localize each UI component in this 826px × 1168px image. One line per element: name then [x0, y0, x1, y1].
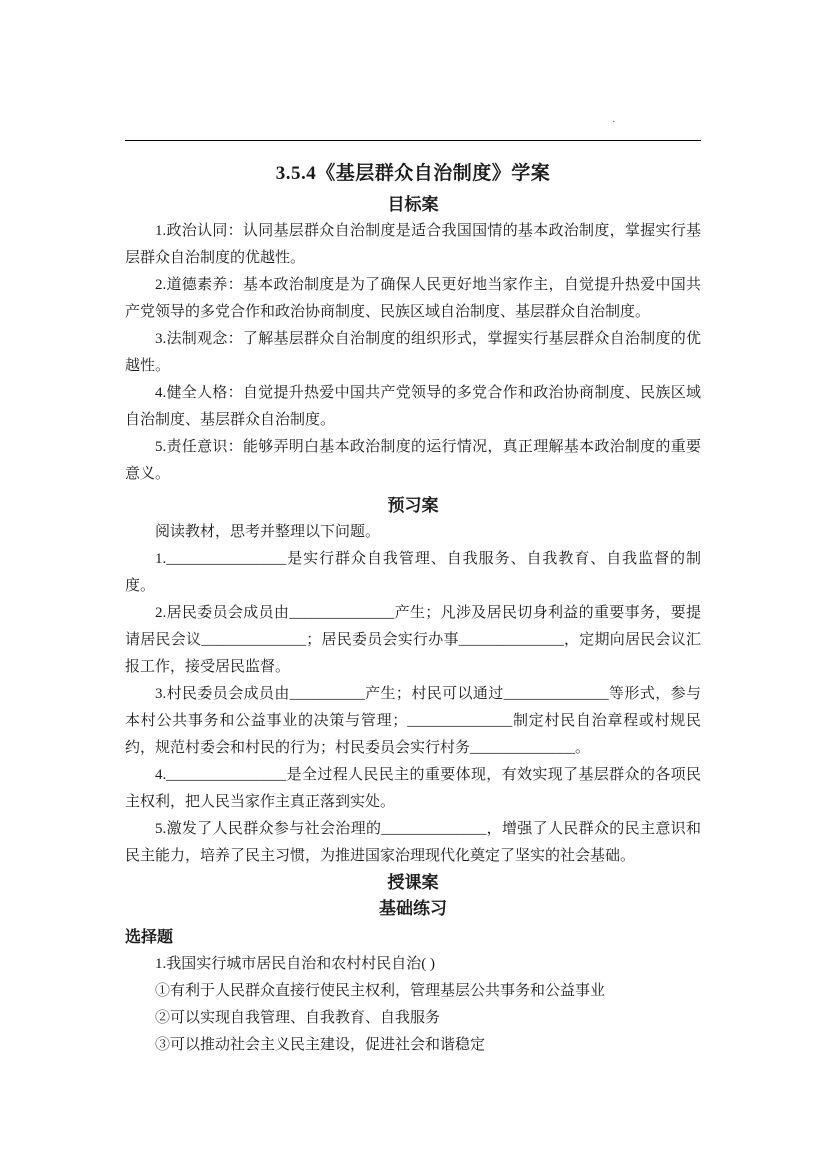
preview-item-5: 5.激发了人民群众参与社会治理的______________，增强了人民群众的民主意识和民主能力，培养了民主习惯，为推进国家治理现代化奠定了坚实的社会基础。 [125, 821, 701, 864]
question-stem: 1.我国实行城市居民自治和农村村民自治( ) [155, 956, 435, 972]
goal-item-1: 1.政治认同：认同基层群众自治制度是适合我国国情的基本政治制度，掌握实行基层群众自治制度的优越性。 [125, 223, 701, 266]
question-option-1: ①有利于人民群众直接行使民主权利，管理基层公共事务和公益事业 [155, 983, 606, 999]
section-heading-teaching: 授课案 [387, 873, 439, 892]
header-rule [125, 140, 701, 141]
section-heading-preview: 预习案 [387, 496, 439, 515]
goal-item-2: 2.道德素养：基本政治制度是为了确保人民更好地当家作主，自觉提升热爱中国共产党领导的多党合作和政治协商制度、民族区域自治制度、基层群众自治制度。 [125, 277, 701, 320]
corner-mark: · [612, 116, 616, 128]
section-heading-practice: 基础练习 [379, 899, 447, 918]
preview-item-2: 2.居民委员会成员由______________产生；凡涉及居民切身利益的重要事务，要提请居民会议______________；居民委员会实行办事______________，定期向居民会议汇报工作，接受居民监督。 [125, 605, 701, 675]
preview-item-1: 1.________________是实行群众自我管理、自我服务、自我教育、自我监督的制度。 [125, 551, 701, 594]
goal-item-3: 3.法制观念：了解基层群众自治制度的组织形式，掌握实行基层群众自治制度的优越性。 [125, 331, 701, 374]
question-option-2: ②可以实现自我管理、自我教育、自我服务 [155, 1010, 441, 1026]
preview-intro: 阅读教材，思考并整理以下问题。 [155, 524, 381, 540]
preview-item-4: 4.________________是全过程人民民主的重要体现，有效实现了基层群众的各项民主权利，把人民当家作主真正落到实处。 [125, 767, 701, 810]
goal-item-4: 4.健全人格：自觉提升热爱中国共产党领导的多党合作和政治协商制度、民族区域自治制度、基层群众自治制度。 [125, 385, 701, 428]
document-title: 3.5.4《基层群众自治制度》学案 [275, 163, 551, 184]
question-option-3: ③可以推动社会主义民主建设，促进社会和谐稳定 [155, 1037, 486, 1053]
document-page [125, 0, 701, 1059]
preview-item-3: 3.村民委员会成员由__________产生；村民可以通过______________等形式，参与本村公共事务和公益事业的决策与管理；______________制定村民自治章程或村规民约，规范村委会和村民的行为；村民委员会实行村务______________。 [125, 686, 701, 756]
goal-item-5: 5.责任意识：能够弄明白基本政治制度的运行情况，真正理解基本政治制度的重要意义。 [125, 439, 701, 482]
section-heading-goals: 目标案 [387, 195, 439, 214]
question-type-label: 选择题 [125, 929, 174, 946]
